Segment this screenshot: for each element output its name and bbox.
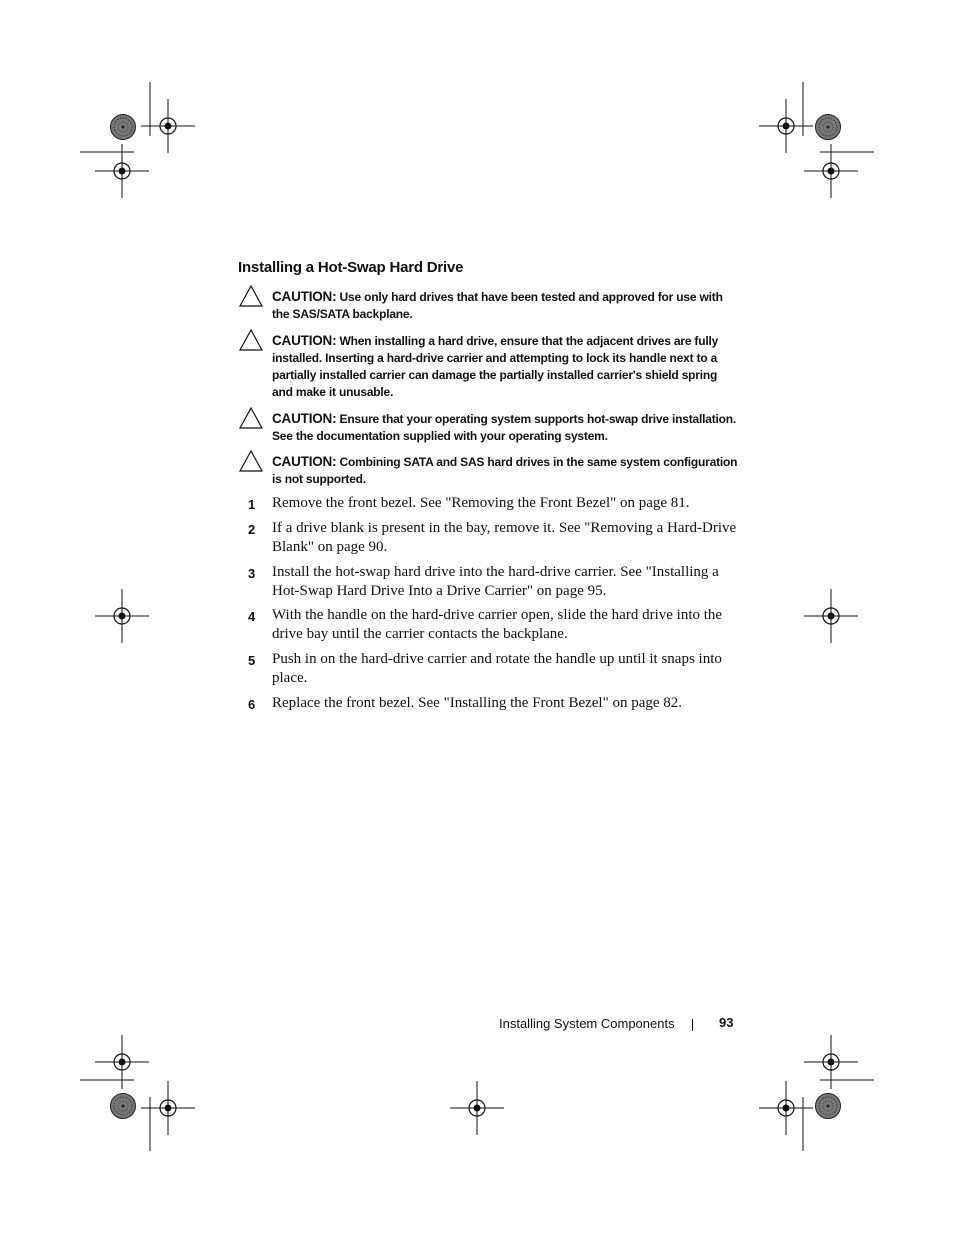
step-number: 6 — [248, 697, 256, 712]
section-title: Installing a Hot-Swap Hard Drive — [238, 259, 464, 276]
procedure-step — [248, 519, 738, 557]
step-text: If a drive blank is present in the bay, remove it. See "Removing a Hard-Drive Blank" on page 90. — [272, 520, 737, 555]
procedure-step — [248, 606, 738, 644]
caution-label: CAUTION: — [272, 454, 337, 469]
page-number: 93 — [719, 1015, 734, 1030]
caution-triangle-icon — [238, 328, 264, 352]
step-text: With the handle on the hard-drive carrier open, slide the hard drive into the drive bay until the carrier contacts the backplane. — [272, 607, 723, 642]
caution-notice — [238, 410, 738, 445]
procedure-step — [248, 650, 738, 688]
caution-notice — [238, 288, 738, 323]
step-text: Remove the front bezel. See "Removing the Front Bezel" on page 81. — [272, 495, 690, 511]
procedure-step — [248, 694, 738, 713]
procedure-step — [248, 494, 738, 513]
caution-notice — [238, 453, 738, 488]
caution-text: When installing a hard drive, ensure that the adjacent drives are fully installed. Inserting a hard-drive carrier and attempting to lock its handle next to a partially installed carrier can damage the partially installed carrier's shield spring and make it unusable. — [272, 334, 719, 399]
footer-divider — [692, 1019, 693, 1031]
caution-label: CAUTION: — [272, 411, 337, 426]
step-text: Replace the front bezel. See "Installing the Front Bezel" on page 82. — [272, 695, 683, 711]
caution-text: Use only hard drives that have been tested and approved for use with the SAS/SATA backplane. — [272, 290, 723, 321]
step-text: Install the hot-swap hard drive into the hard-drive carrier. See "Installing a Hot-Swap Hard Drive Into a Drive Carrier" on page 95. — [272, 564, 719, 599]
step-text: Push in on the hard-drive carrier and rotate the handle up until it snaps into place. — [272, 651, 722, 686]
caution-label: CAUTION: — [272, 333, 337, 348]
step-number: 1 — [248, 497, 256, 512]
step-number: 4 — [248, 609, 256, 624]
caution-text: Combining SATA and SAS hard drives in the same system configuration is not supported. — [272, 455, 738, 486]
procedure-step — [248, 563, 738, 601]
caution-triangle-icon — [238, 406, 264, 430]
step-number: 2 — [248, 522, 256, 537]
step-number: 3 — [248, 566, 256, 581]
caution-notice — [238, 332, 738, 401]
footer-section-title: Installing System Components — [499, 1016, 675, 1031]
caution-triangle-icon — [238, 284, 264, 308]
caution-text: Ensure that your operating system supports hot-swap drive installation. See the documentation supplied with your operating system. — [272, 412, 737, 443]
caution-triangle-icon — [238, 449, 264, 473]
caution-label: CAUTION: — [272, 289, 337, 304]
step-number: 5 — [248, 653, 256, 668]
